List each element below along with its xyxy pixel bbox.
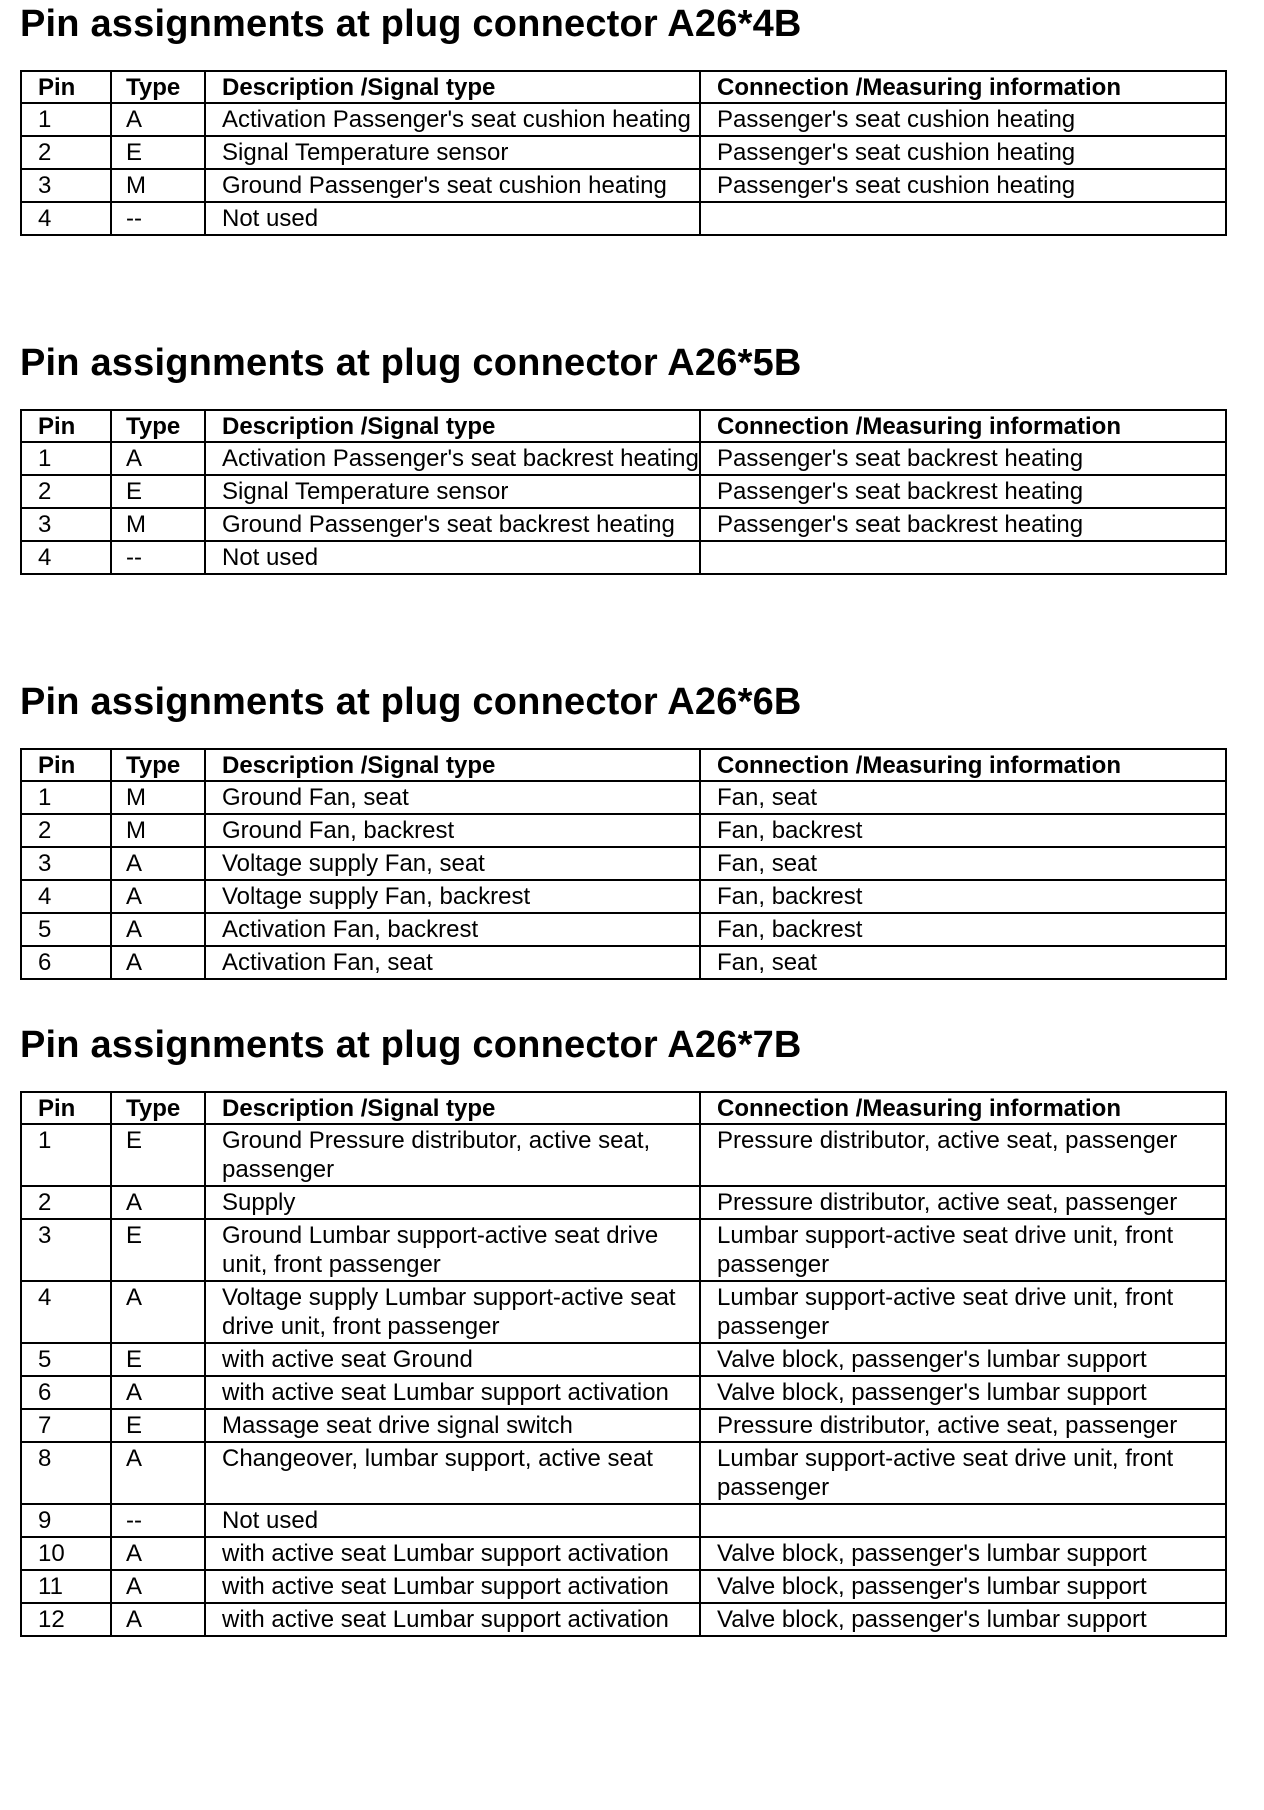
cell-description: Changeover, lumbar support, active seat xyxy=(205,1442,700,1504)
cell-type: A xyxy=(111,913,205,946)
cell-pin: 11 xyxy=(21,1570,111,1603)
cell-connection: Lumbar support-active seat drive unit, front passenger xyxy=(700,1281,1226,1343)
cell-description: with active seat Lumbar support activation xyxy=(205,1570,700,1603)
header-connection: Connection /Measuring information xyxy=(700,71,1226,103)
cell-pin: 1 xyxy=(21,1124,111,1186)
cell-connection: Valve block, passenger's lumbar support xyxy=(700,1376,1226,1409)
cell-description: Activation Passenger's seat cushion heating xyxy=(205,103,700,136)
cell-type: A xyxy=(111,1442,205,1504)
cell-description: Ground Pressure distributor, active seat, passenger xyxy=(205,1124,700,1186)
cell-type: E xyxy=(111,1409,205,1442)
cell-type: M xyxy=(111,781,205,814)
cell-description: Not used xyxy=(205,541,700,574)
cell-type: -- xyxy=(111,1504,205,1537)
table-header-row xyxy=(21,1092,1226,1124)
table-row xyxy=(21,475,1226,508)
cell-pin: 4 xyxy=(21,1281,111,1343)
table-row xyxy=(21,508,1226,541)
cell-type: A xyxy=(111,103,205,136)
cell-pin: 7 xyxy=(21,1409,111,1442)
cell-type: A xyxy=(111,1603,205,1636)
cell-description: Voltage supply Lumbar support-active seat drive unit, front passenger xyxy=(205,1281,700,1343)
cell-pin: 4 xyxy=(21,880,111,913)
cell-description: Not used xyxy=(205,1504,700,1537)
table-row xyxy=(21,1537,1226,1570)
header-connection: Connection /Measuring information xyxy=(700,410,1226,442)
cell-connection: Valve block, passenger's lumbar support xyxy=(700,1343,1226,1376)
cell-description: Not used xyxy=(205,202,700,235)
header-description: Description /Signal type xyxy=(205,410,700,442)
cell-pin: 1 xyxy=(21,442,111,475)
cell-connection: Fan, backrest xyxy=(700,814,1226,847)
section-title: Pin assignments at plug connector A26*7B xyxy=(20,1024,802,1066)
table-header-row xyxy=(21,71,1226,103)
cell-type: M xyxy=(111,508,205,541)
table-row xyxy=(21,1504,1226,1537)
cell-connection: Pressure distributor, active seat, passenger xyxy=(700,1409,1226,1442)
cell-type: E xyxy=(111,1343,205,1376)
cell-pin: 2 xyxy=(21,814,111,847)
cell-pin: 4 xyxy=(21,541,111,574)
table-row xyxy=(21,136,1226,169)
cell-type: A xyxy=(111,1537,205,1570)
cell-connection: Fan, backrest xyxy=(700,913,1226,946)
cell-pin: 3 xyxy=(21,508,111,541)
table-row xyxy=(21,781,1226,814)
cell-connection: Passenger's seat cushion heating xyxy=(700,136,1226,169)
table-row xyxy=(21,1281,1226,1343)
header-description: Description /Signal type xyxy=(205,71,700,103)
cell-connection: Valve block, passenger's lumbar support xyxy=(700,1603,1226,1636)
cell-pin: 2 xyxy=(21,136,111,169)
table-row xyxy=(21,1603,1226,1636)
header-pin: Pin xyxy=(21,71,111,103)
header-description: Description /Signal type xyxy=(205,1092,700,1124)
cell-type: A xyxy=(111,1281,205,1343)
table-row xyxy=(21,1442,1226,1504)
cell-type: -- xyxy=(111,541,205,574)
cell-description: Ground Passenger's seat backrest heating xyxy=(205,508,700,541)
table-row xyxy=(21,814,1226,847)
cell-connection: Valve block, passenger's lumbar support xyxy=(700,1570,1226,1603)
cell-pin: 5 xyxy=(21,1343,111,1376)
cell-description: Supply xyxy=(205,1186,700,1219)
pin-table xyxy=(20,409,1227,575)
cell-pin: 9 xyxy=(21,1504,111,1537)
pin-table xyxy=(20,70,1227,236)
cell-description: Ground Fan, seat xyxy=(205,781,700,814)
pin-table xyxy=(20,1091,1227,1637)
cell-pin: 6 xyxy=(21,1376,111,1409)
table-row xyxy=(21,169,1226,202)
section-a26-4b xyxy=(20,2,1225,232)
header-type: Type xyxy=(111,749,205,781)
cell-connection: Lumbar support-active seat drive unit, front passenger xyxy=(700,1219,1226,1281)
table-row xyxy=(21,442,1226,475)
table-row xyxy=(21,946,1226,979)
cell-connection: Lumbar support-active seat drive unit, front passenger xyxy=(700,1442,1226,1504)
cell-description: with active seat Lumbar support activation xyxy=(205,1603,700,1636)
cell-description: Activation Fan, seat xyxy=(205,946,700,979)
pin-table xyxy=(20,748,1227,980)
table-row xyxy=(21,1570,1226,1603)
cell-pin: 1 xyxy=(21,781,111,814)
cell-connection: Passenger's seat backrest heating xyxy=(700,508,1226,541)
cell-pin: 6 xyxy=(21,946,111,979)
table-row xyxy=(21,1186,1226,1219)
header-type: Type xyxy=(111,410,205,442)
header-connection: Connection /Measuring information xyxy=(700,1092,1226,1124)
cell-type: A xyxy=(111,1376,205,1409)
cell-description: Signal Temperature sensor xyxy=(205,475,700,508)
cell-connection: Fan, backrest xyxy=(700,880,1226,913)
header-pin: Pin xyxy=(21,749,111,781)
table-row xyxy=(21,202,1226,235)
table-row xyxy=(21,1343,1226,1376)
cell-type: E xyxy=(111,1219,205,1281)
header-pin: Pin xyxy=(21,1092,111,1124)
cell-description: with active seat Lumbar support activation xyxy=(205,1537,700,1570)
cell-connection: Passenger's seat backrest heating xyxy=(700,442,1226,475)
cell-type: E xyxy=(111,136,205,169)
header-type: Type xyxy=(111,1092,205,1124)
table-row xyxy=(21,103,1226,136)
cell-connection: Fan, seat xyxy=(700,781,1226,814)
cell-pin: 5 xyxy=(21,913,111,946)
table-row xyxy=(21,1376,1226,1409)
cell-type: M xyxy=(111,169,205,202)
cell-description: Voltage supply Fan, backrest xyxy=(205,880,700,913)
cell-pin: 1 xyxy=(21,103,111,136)
section-title: Pin assignments at plug connector A26*6B xyxy=(20,681,802,723)
header-description: Description /Signal type xyxy=(205,749,700,781)
table-header-row xyxy=(21,410,1226,442)
cell-description: Massage seat drive signal switch xyxy=(205,1409,700,1442)
cell-pin: 3 xyxy=(21,1219,111,1281)
cell-connection: Pressure distributor, active seat, passenger xyxy=(700,1124,1226,1186)
cell-description: Ground Lumbar support-active seat drive unit, front passenger xyxy=(205,1219,700,1281)
cell-pin: 3 xyxy=(21,169,111,202)
header-pin: Pin xyxy=(21,410,111,442)
header-type: Type xyxy=(111,71,205,103)
table-row xyxy=(21,913,1226,946)
section-a26-6b xyxy=(20,680,1225,976)
header-connection: Connection /Measuring information xyxy=(700,749,1226,781)
cell-type: A xyxy=(111,1186,205,1219)
cell-connection: Passenger's seat cushion heating xyxy=(700,169,1226,202)
cell-type: E xyxy=(111,1124,205,1186)
section-title: Pin assignments at plug connector A26*4B xyxy=(20,3,802,45)
section-a26-7b xyxy=(20,1023,1225,1633)
cell-pin: 12 xyxy=(21,1603,111,1636)
cell-type: A xyxy=(111,442,205,475)
cell-connection: Valve block, passenger's lumbar support xyxy=(700,1537,1226,1570)
cell-pin: 3 xyxy=(21,847,111,880)
cell-connection: Passenger's seat backrest heating xyxy=(700,475,1226,508)
cell-connection: Fan, seat xyxy=(700,946,1226,979)
cell-description: Signal Temperature sensor xyxy=(205,136,700,169)
cell-description: Voltage supply Fan, seat xyxy=(205,847,700,880)
cell-description: with active seat Ground xyxy=(205,1343,700,1376)
cell-pin: 8 xyxy=(21,1442,111,1504)
cell-type: A xyxy=(111,946,205,979)
table-row xyxy=(21,880,1226,913)
cell-description: with active seat Lumbar support activation xyxy=(205,1376,700,1409)
cell-description: Ground Passenger's seat cushion heating xyxy=(205,169,700,202)
section-title: Pin assignments at plug connector A26*5B xyxy=(20,342,802,384)
cell-description: Ground Fan, backrest xyxy=(205,814,700,847)
cell-connection: Passenger's seat cushion heating xyxy=(700,103,1226,136)
cell-connection xyxy=(700,1504,1226,1537)
cell-description: Activation Passenger's seat backrest heating xyxy=(205,442,700,475)
table-row xyxy=(21,1124,1226,1186)
cell-type: A xyxy=(111,880,205,913)
cell-connection: Pressure distributor, active seat, passenger xyxy=(700,1186,1226,1219)
cell-pin: 2 xyxy=(21,1186,111,1219)
cell-type: -- xyxy=(111,202,205,235)
cell-pin: 10 xyxy=(21,1537,111,1570)
cell-type: A xyxy=(111,847,205,880)
cell-pin: 4 xyxy=(21,202,111,235)
cell-type: E xyxy=(111,475,205,508)
cell-pin: 2 xyxy=(21,475,111,508)
table-header-row xyxy=(21,749,1226,781)
table-row xyxy=(21,1219,1226,1281)
cell-connection xyxy=(700,541,1226,574)
table-row xyxy=(21,541,1226,574)
table-row xyxy=(21,1409,1226,1442)
cell-connection xyxy=(700,202,1226,235)
cell-description: Activation Fan, backrest xyxy=(205,913,700,946)
cell-type: A xyxy=(111,1570,205,1603)
cell-connection: Fan, seat xyxy=(700,847,1226,880)
table-row xyxy=(21,847,1226,880)
section-a26-5b xyxy=(20,341,1225,571)
cell-type: M xyxy=(111,814,205,847)
